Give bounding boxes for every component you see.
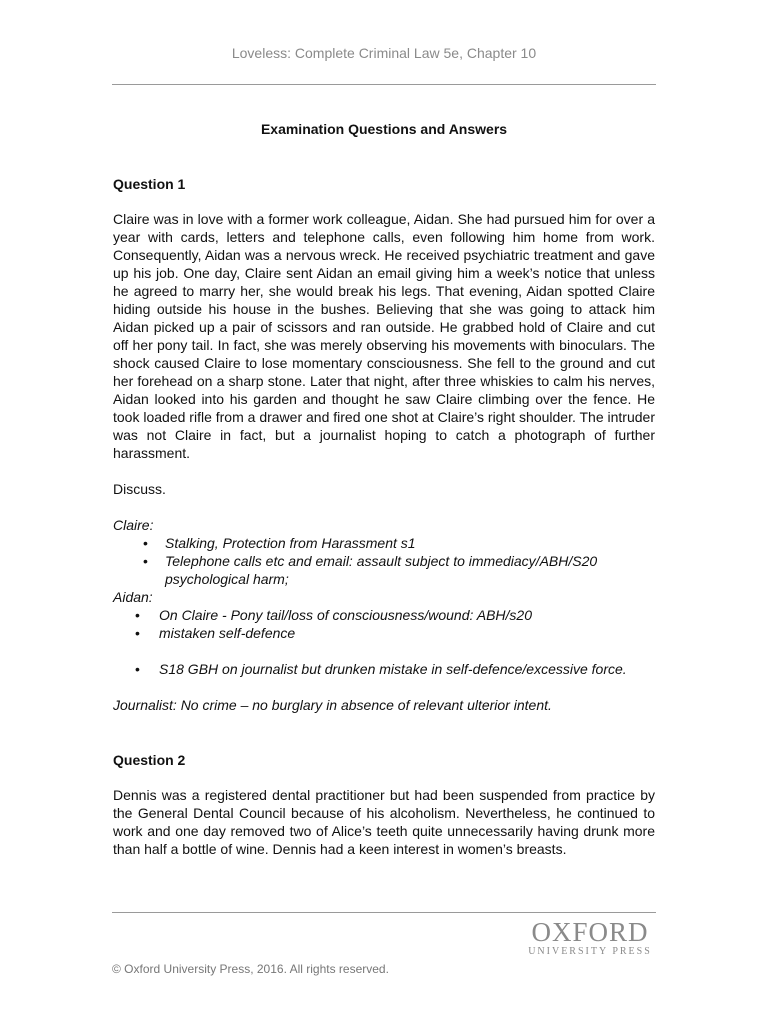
question-1-discuss: Discuss.	[113, 481, 166, 497]
question-2-heading: Question 2	[113, 752, 186, 768]
aidan-points-list	[113, 606, 655, 642]
question-1-heading: Question 1	[113, 176, 186, 192]
document-body	[113, 120, 655, 858]
question-1-text: Claire was in love with a former work colleague, Aidan. She had pursued him for over a year with cards, letters and telephone calls, even following him home from work. Consequently, Aidan was a nervous wreck. He received psychiatric treatment and gave up his job. One day, Claire sent Aidan an email giving him a week’s notice that unless he agreed to marry her, she would break his legs. That evening, Aidan spotted Claire hiding outside his house in the bushes. Believing that she was going to attack him Aidan picked up a pair of scissors and ran outside. He grabbed hold of Claire and cut off her pony tail. In fact, she was merely observing his movements with binoculars. The shock caused Claire to lose momentary consciousness. She fell to the ground and cut her forehead on a sharp stone. Later that night, after three whiskies to calm his nerves, Aidan looked into his garden and thought he saw Claire climbing over the fence. He took loaded rifle from a drawer and fired one shot at Claire’s right shoulder. The intruder was not Claire in fact, but a journalist hoping to catch a photograph of further harassment.	[113, 211, 655, 461]
bullet-icon: •	[143, 535, 148, 551]
claire-point-text: Stalking, Protection from Harassment s1	[165, 535, 416, 551]
claire-point	[113, 534, 655, 552]
claire-point	[113, 552, 655, 588]
question-2-text: Dennis was a registered dental practitioner but had been suspended from practice by the General Dental Council because of his alcoholism. Nevertheless, he continued to work and one day removed two of Alice’s teeth quite unnecessarily having drunk more than half a bottle of wine. Dennis had a keen interest in women’s breasts.	[113, 787, 655, 857]
bullet-icon: •	[143, 553, 148, 569]
claire-points-list	[113, 534, 655, 588]
bullet-icon: •	[135, 625, 140, 641]
claire-point-text: Telephone calls etc and email: assault subject to immediacy/ABH/S20 psychological harm;	[165, 553, 598, 587]
aidan-point-text: On Claire - Pony tail/loss of consciousness/wound: ABH/s20	[159, 607, 532, 623]
aidan-point-text: S18 GBH on journalist but drunken mistake in self-defence/excessive force.	[159, 661, 627, 677]
aidan-point-text: mistaken self-defence	[159, 625, 296, 641]
oxford-logo	[520, 918, 660, 958]
footer-rule	[112, 912, 656, 913]
aidan-point	[113, 606, 655, 624]
aidan-point	[113, 624, 655, 642]
header-rule	[112, 84, 656, 85]
answer-journalist: Journalist: No crime – no burglary in absence of relevant ulterior intent.	[113, 697, 552, 713]
aidan-points-list-2	[113, 660, 655, 678]
logo-wordmark: OXFORD	[531, 917, 649, 947]
copyright-notice: © Oxford University Press, 2016. All rights reserved.	[112, 962, 389, 976]
aidan-point	[113, 660, 655, 678]
running-header: Loveless: Complete Criminal Law 5e, Chapter 10	[231, 45, 537, 61]
answer-claire-label: Claire:	[113, 517, 154, 533]
document-title: Examination Questions and Answers	[260, 121, 508, 137]
bullet-icon: •	[135, 607, 140, 623]
answer-aidan-label: Aidan:	[113, 589, 153, 605]
bullet-icon: •	[135, 661, 140, 677]
logo-subtitle: UNIVERSITY PRESS	[528, 946, 652, 957]
